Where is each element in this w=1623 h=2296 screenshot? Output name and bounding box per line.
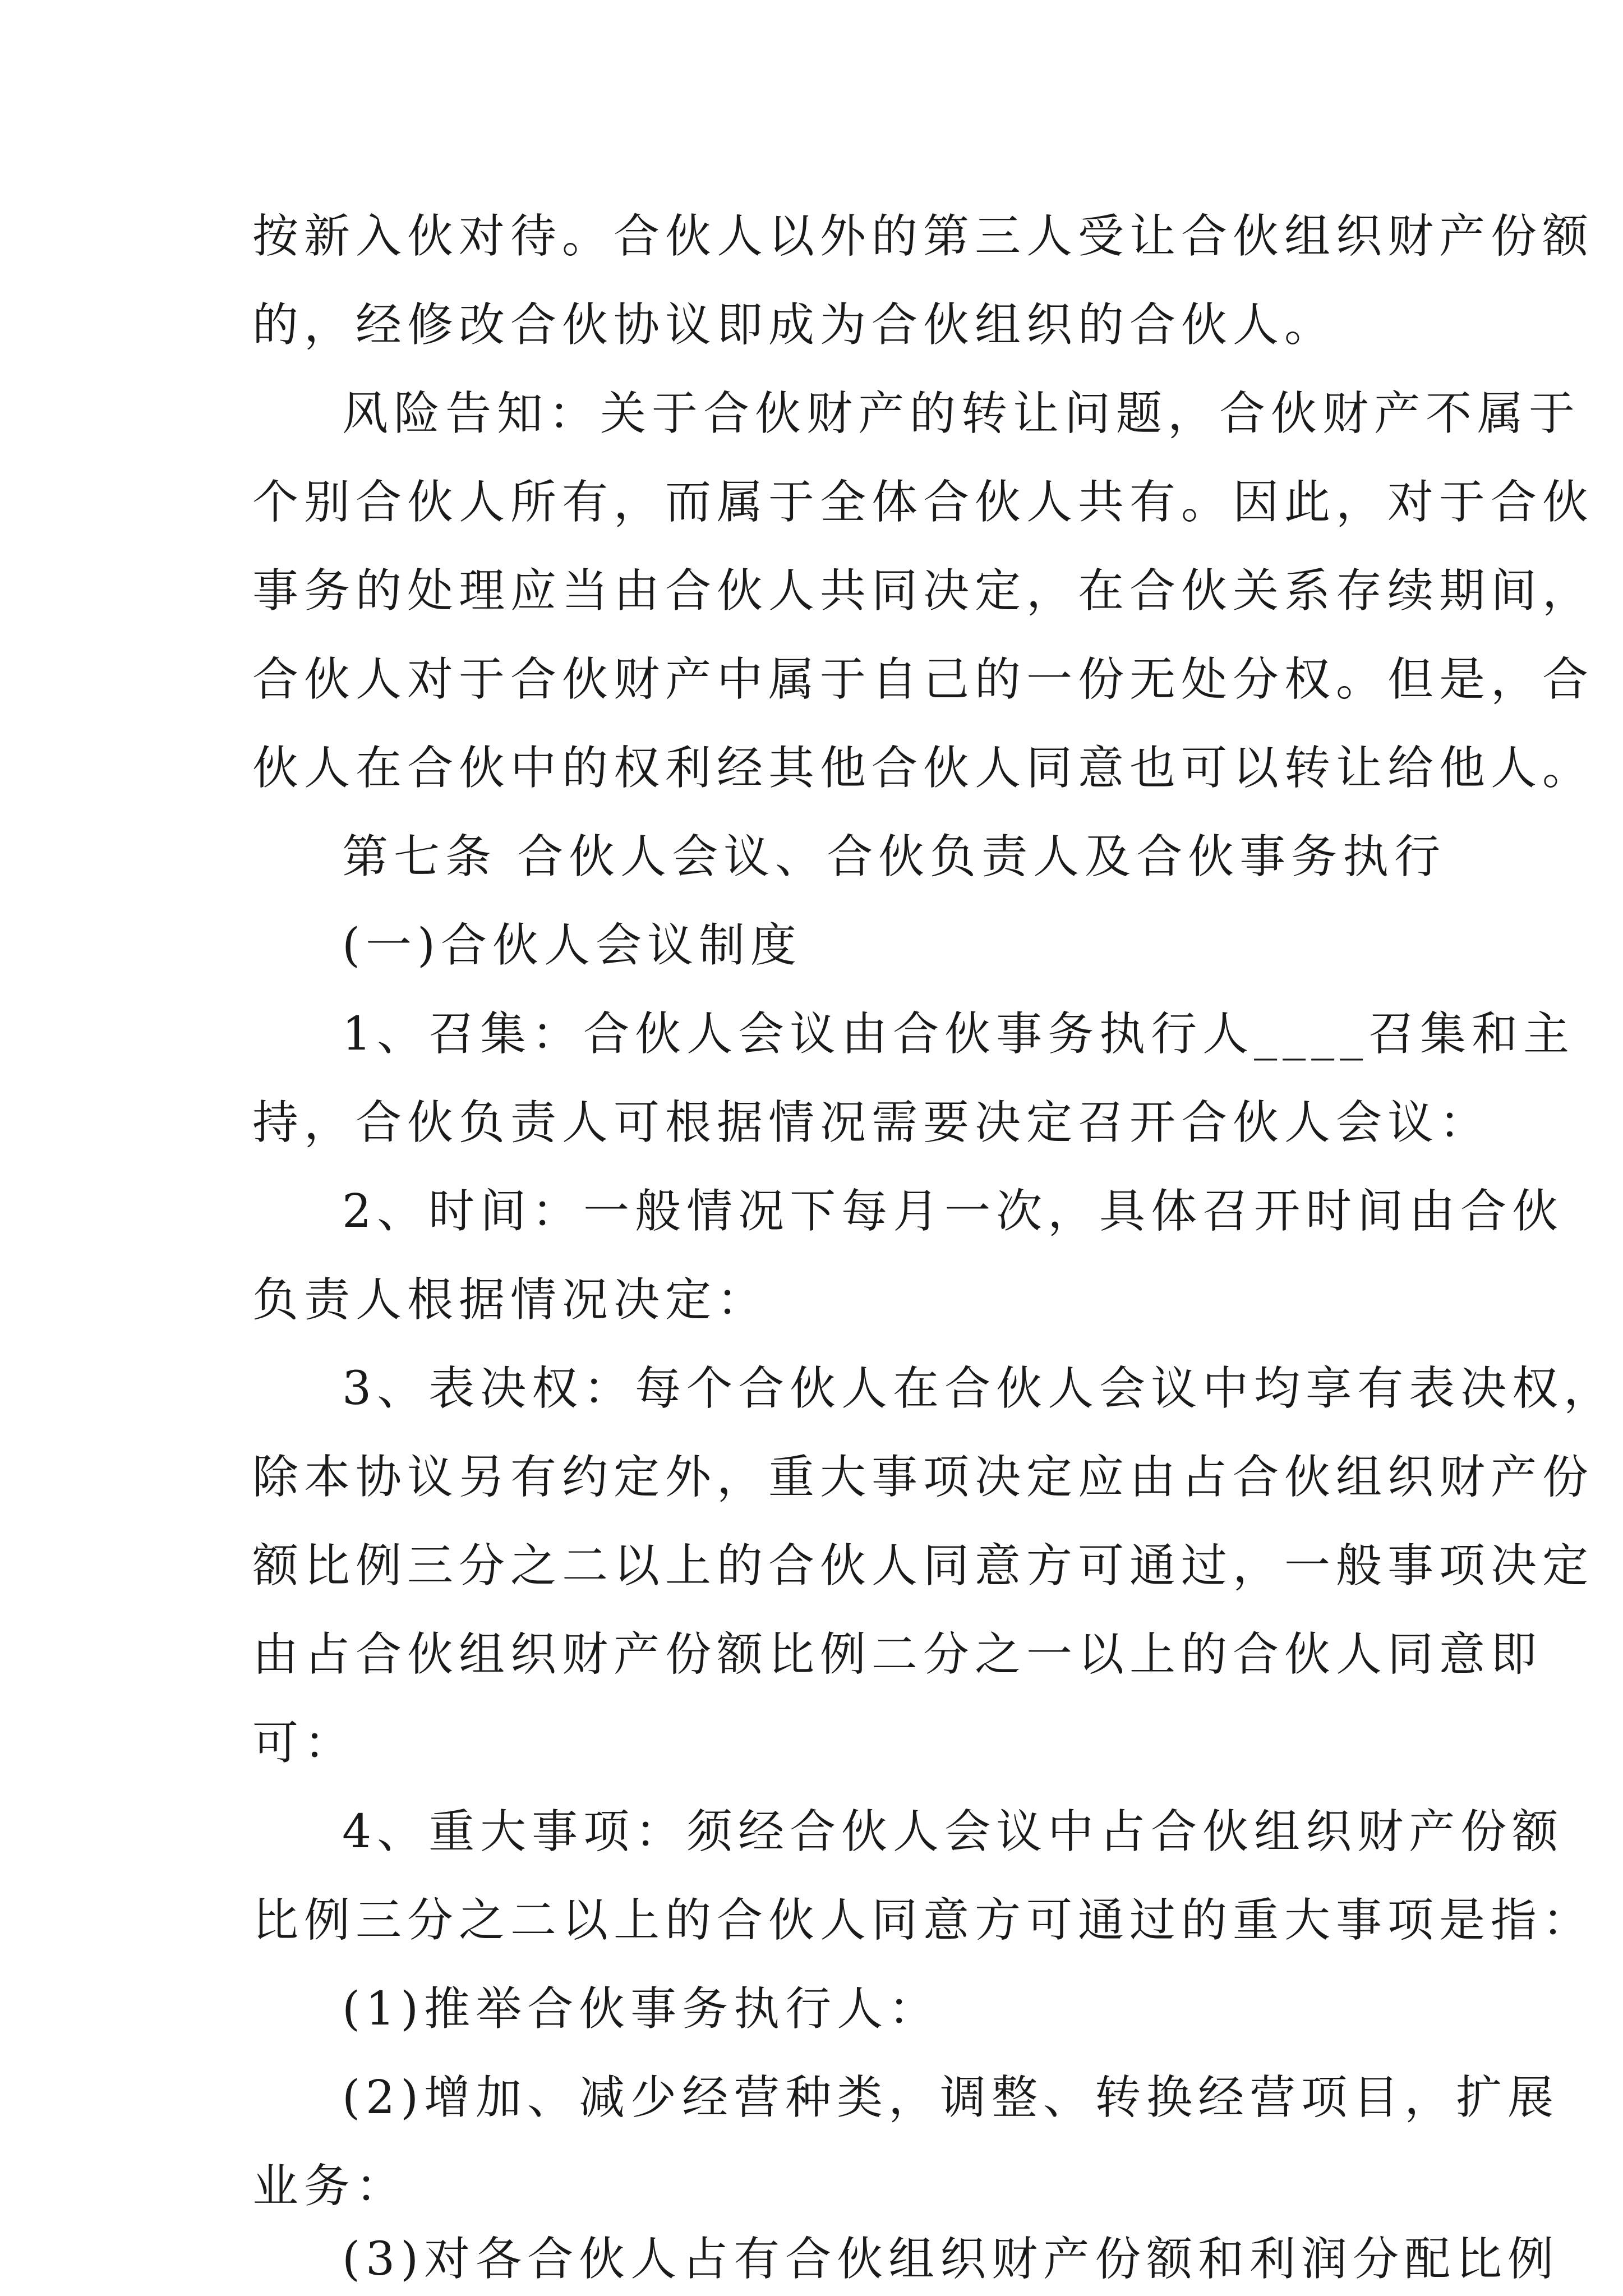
text-line: 由占合伙组织财产份额比例二分之一以上的合伙人同意即	[252, 1628, 1543, 1681]
text-line: 持，合伙负责人可根据情况需要决定召开合伙人会议：	[252, 1096, 1491, 1149]
text-line: 合伙人对于合伙财产中属于自己的一份无处分权。但是，合	[252, 653, 1594, 706]
list-item: (2)增加、减少经营种类，调整、转换经营项目，扩展	[342, 2071, 1560, 2124]
text-line: 个别合伙人所有，而属于全体合伙人共有。因此，对于合伙	[252, 476, 1594, 529]
text-line: 4、重大事项：须经合伙人会议中占合伙组织财产份额	[342, 1805, 1564, 1858]
text-line: 比例三分之二以上的合伙人同意方可通过的重大事项是指：	[252, 1894, 1594, 1947]
text-line: 负责人根据情况决定：	[252, 1273, 769, 1327]
text-line: 3、表决权：每个合伙人在合伙人会议中均享有表决权，	[342, 1362, 1616, 1415]
section-heading: 第七条 合伙人会议、合伙负责人及合伙事务执行	[342, 830, 1446, 884]
text-line: 除本协议另有约定外，重大事项决定应由占合伙组织财产份	[252, 1451, 1594, 1504]
subsection-heading: (一)合伙人会议制度	[342, 919, 802, 972]
text-line: 伙人在合伙中的权利经其他合伙人同意也可以转让给他人。	[252, 742, 1594, 795]
text-line: 风险告知：关于合伙财产的转让问题，合伙财产不属于	[342, 387, 1581, 440]
text-line: 2、时间：一般情况下每月一次，具体召开时间由合伙	[342, 1185, 1564, 1238]
text-line: 按新入伙对待。合伙人以外的第三人受让合伙组织财产份额	[252, 210, 1594, 263]
list-item: (3)对各合伙人占有合伙组织财产份额和利润分配比例	[342, 2233, 1560, 2286]
text-line: 可：	[252, 1717, 356, 1770]
list-item: (1)推举合伙事务执行人：	[342, 1982, 940, 2036]
text-line: 1、召集：合伙人会议由合伙事务执行人____召集和主	[342, 1007, 1575, 1061]
text-line: 业务：	[252, 2160, 408, 2213]
text-line: 额比例三分之二以上的合伙人同意方可通过，一般事项决定	[252, 1539, 1594, 1593]
text-line: 的，经修改合伙协议即成为合伙组织的合伙人。	[252, 298, 1336, 352]
text-line: 事务的处理应当由合伙人共同决定，在合伙关系存续期间，	[252, 564, 1594, 618]
